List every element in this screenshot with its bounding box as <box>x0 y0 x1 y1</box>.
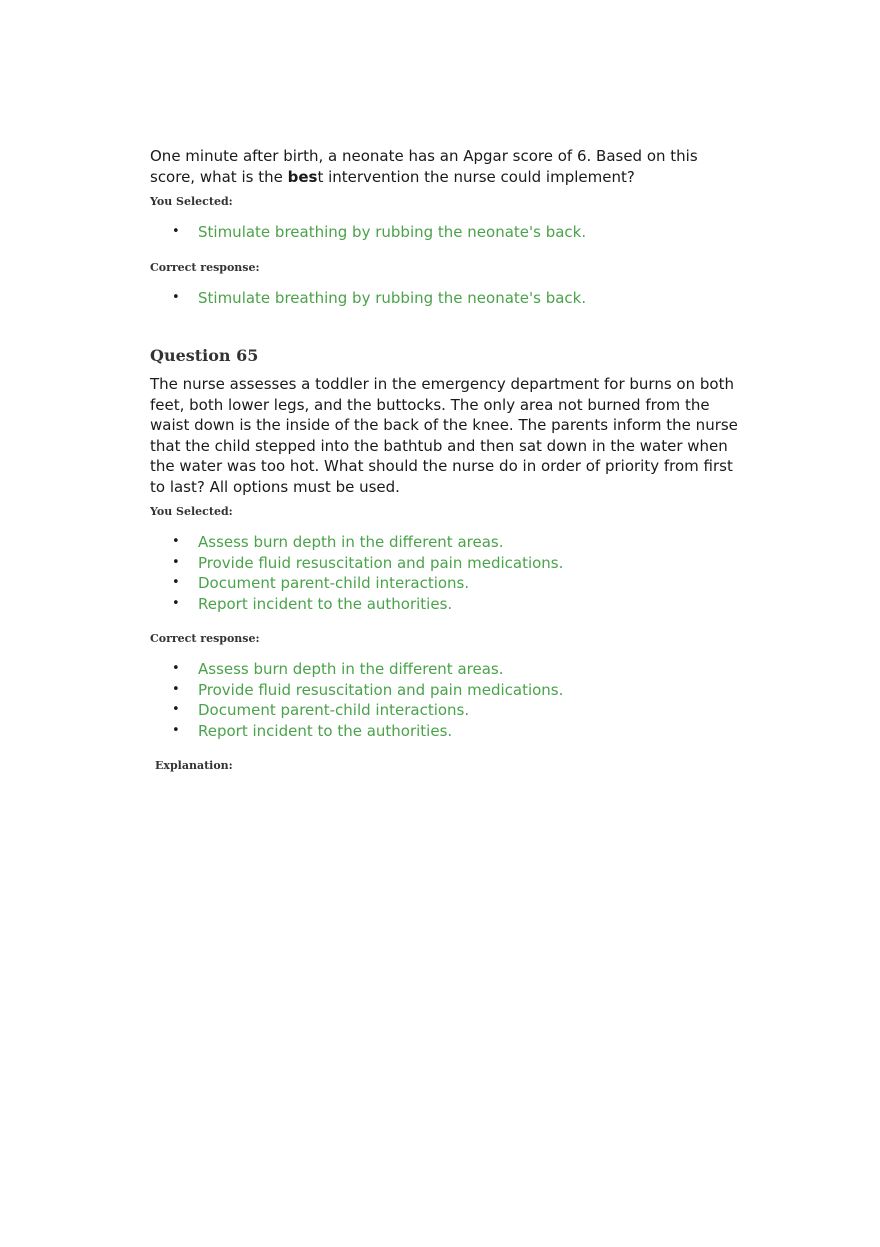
bullet-icon: • <box>172 554 180 570</box>
bullet-icon: • <box>172 702 180 717</box>
question-64-text-part: t intervention the nurse could implement? <box>317 167 635 186</box>
bullet-icon: • <box>172 575 180 590</box>
selected-answer-item: • Assess burn depth in the different areas. <box>172 533 504 551</box>
bullet-icon: • <box>172 534 180 549</box>
selected-answer-item: • Stimulate breathing by rubbing the neonate's back. <box>172 223 587 241</box>
selected-answer-item: • Document parent-child interactions. <box>172 574 470 592</box>
selected-answer-list <box>150 532 740 614</box>
correct-response-label: Correct response: <box>150 260 260 274</box>
correct-answer-item: • Provide fluid resuscitation and pain medications. <box>172 680 564 699</box>
correct-response-label: Correct response: <box>150 632 260 645</box>
selected-answer-item: • Provide fluid resuscitation and pain medications. <box>172 553 564 572</box>
correct-answer-item: • Stimulate breathing by rubbing the neonate's back. <box>172 288 587 307</box>
bullet-icon: • <box>172 595 180 611</box>
correct-answer-item: • Assess burn depth in the different areas. <box>172 660 504 678</box>
bullet-icon: • <box>172 681 180 697</box>
correct-answer-list <box>150 659 740 741</box>
you-selected-label: You Selected: <box>150 505 233 518</box>
bullet-icon: • <box>172 661 180 676</box>
question-65-heading: Question 65 <box>150 346 259 365</box>
question-64-bold-word: bes <box>287 167 318 186</box>
document-page <box>150 146 740 772</box>
bullet-icon: • <box>172 722 180 738</box>
explanation-label: Explanation: <box>155 759 233 772</box>
selected-answer-item: • Report incident to the authorities. <box>172 594 453 613</box>
bullet-icon: • <box>172 289 180 305</box>
bullet-icon: • <box>172 224 180 239</box>
correct-answer-item: • Document parent-child interactions. <box>172 701 470 719</box>
question-64-text <box>150 146 740 187</box>
question-64-text-part: One minute after birth, a neonate has an Apgar score of 6. Based on this score, what is the <box>150 147 698 186</box>
you-selected-label: You Selected: <box>150 195 233 208</box>
question-65-text: The nurse assesses a toddler in the emergency department for burns on both feet, both lower legs, and the buttocks. The only area not burned from the waist down is the inside of the back of the knee. The parents inform the nurse that the child stepped into the bathtub and then sat down in the water when the water was too hot. What should the nurse do in order of priority from first to last? All options must be used. <box>150 375 738 496</box>
selected-answer-list <box>150 222 740 243</box>
correct-answer-list <box>150 288 740 309</box>
correct-answer-item: • Report incident to the authorities. <box>172 721 453 740</box>
